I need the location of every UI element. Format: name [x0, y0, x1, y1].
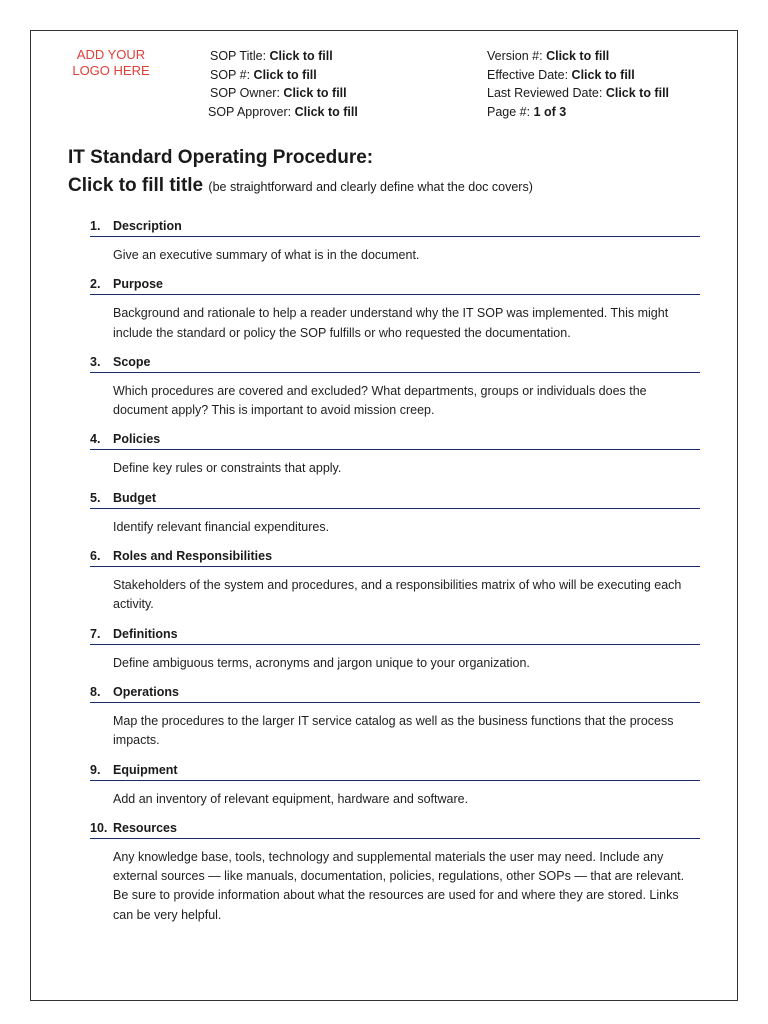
sop-approver-value[interactable]: Click to fill [294, 104, 358, 119]
logo-line-2: LOGO HERE [72, 63, 150, 78]
section-body: Any knowledge base, tools, technology and supplemental materials the user may need. Include any external sources — like manuals, documentation, policies, regulations, other SOPs — that are relevant. Be sure to provide information about what the resources are used for and where they are stored. Links can be very helpful. [113, 849, 685, 922]
last-reviewed-date-value[interactable]: Click to fill [605, 86, 670, 100]
document-subtitle [68, 174, 533, 199]
section-body: Give an executive summary of what is in the document. [113, 248, 420, 262]
sections-list [90, 216, 700, 934]
section-scope [90, 352, 700, 421]
version-label: Version #: [487, 49, 547, 63]
section-number: 2. [90, 277, 101, 292]
version-value[interactable]: Click to fill [546, 49, 610, 63]
section-number: 4. [90, 432, 101, 447]
section-number: 9. [90, 762, 101, 777]
sop-number-field [208, 66, 358, 85]
section-title: Policies [113, 432, 161, 447]
logo-line-1: ADD YOUR [76, 47, 146, 62]
section-body: Which procedures are covered and excluded? What departments, groups or individuals does the document apply? This is important to avoid mission creep. [113, 383, 647, 418]
subtitle-fill[interactable]: Click to fill title [68, 175, 204, 196]
section-resources [90, 818, 700, 925]
logo-placeholder [72, 47, 150, 79]
section-policies [90, 429, 700, 478]
section-description [90, 216, 700, 265]
section-title: Scope [113, 354, 151, 369]
page-number-field [487, 103, 669, 122]
version-field [487, 47, 669, 66]
effective-date-label: Effective Date: [487, 67, 572, 82]
effective-date-value[interactable]: Click to fill [571, 67, 635, 82]
section-title: Definitions [113, 626, 178, 641]
sop-number-value[interactable]: Click to fill [253, 67, 317, 82]
section-body: Identify relevant financial expenditures. [113, 519, 330, 534]
section-number: 7. [90, 626, 101, 641]
section-heading [90, 352, 700, 373]
section-roles-and-responsibilities [90, 546, 700, 615]
section-heading [90, 216, 700, 237]
section-body: Stakeholders of the system and procedures, and a responsibilities matrix of who will be executing each activity. [113, 578, 682, 612]
section-title: Description [113, 219, 182, 233]
section-number: 6. [90, 549, 101, 564]
section-number: 5. [90, 490, 101, 505]
sop-owner-field [208, 84, 358, 103]
effective-date-field [487, 66, 669, 85]
page-number-label: Page #: [487, 104, 534, 119]
section-body: Background and rationale to help a reader understand why the IT SOP was implemented. This might include the standard or policy the SOP fulfills or who requested the documentation. [113, 306, 669, 340]
section-body: Add an inventory of relevant equipment, hardware and software. [113, 791, 469, 806]
section-equipment [90, 760, 700, 809]
section-heading [90, 429, 700, 450]
document-title: IT Standard Operating Procedure: [68, 147, 374, 168]
sop-title-value[interactable]: Click to fill [269, 49, 333, 63]
section-body: Map the procedures to the larger IT service catalog as well as the business functions that the process impacts. [113, 713, 674, 748]
last-reviewed-date-field [487, 84, 669, 103]
section-operations [90, 682, 700, 751]
header-fields-right [487, 47, 669, 121]
section-number: 10. [90, 820, 108, 835]
sop-number-label: SOP #: [210, 67, 254, 82]
sop-owner-label: SOP Owner: [210, 86, 284, 100]
section-title: Roles and Responsibilities [113, 549, 273, 564]
header-fields-left [208, 47, 358, 121]
section-heading [90, 624, 700, 645]
section-budget [90, 488, 700, 537]
section-body: Define ambiguous terms, acronyms and jargon unique to your organization. [113, 655, 530, 670]
sop-title-field [208, 47, 358, 66]
section-heading [90, 488, 700, 509]
sop-owner-value[interactable]: Click to fill [283, 86, 347, 100]
section-body: Define key rules or constraints that apply. [113, 461, 342, 476]
section-heading [90, 274, 700, 295]
section-number: 1. [90, 219, 101, 233]
section-title: Resources [113, 820, 177, 835]
section-heading [90, 760, 700, 781]
page-number-value: 1 of 3 [533, 104, 567, 119]
section-title: Operations [113, 684, 179, 699]
section-heading [90, 818, 700, 839]
section-purpose [90, 274, 700, 343]
sop-approver-field [208, 103, 358, 122]
section-heading [90, 546, 700, 567]
section-title: Budget [113, 490, 157, 505]
sop-title-label: SOP Title: [210, 49, 270, 63]
section-number: 3. [90, 354, 101, 369]
sop-approver-label: SOP Approver: [208, 104, 295, 119]
section-heading [90, 682, 700, 703]
section-title: Purpose [113, 277, 164, 292]
section-number: 8. [90, 684, 101, 699]
section-title: Equipment [113, 762, 178, 777]
section-definitions [90, 624, 700, 673]
subtitle-hint: (be straightforward and clearly define what the doc covers) [208, 180, 533, 194]
last-reviewed-date-label: Last Reviewed Date: [487, 86, 606, 100]
